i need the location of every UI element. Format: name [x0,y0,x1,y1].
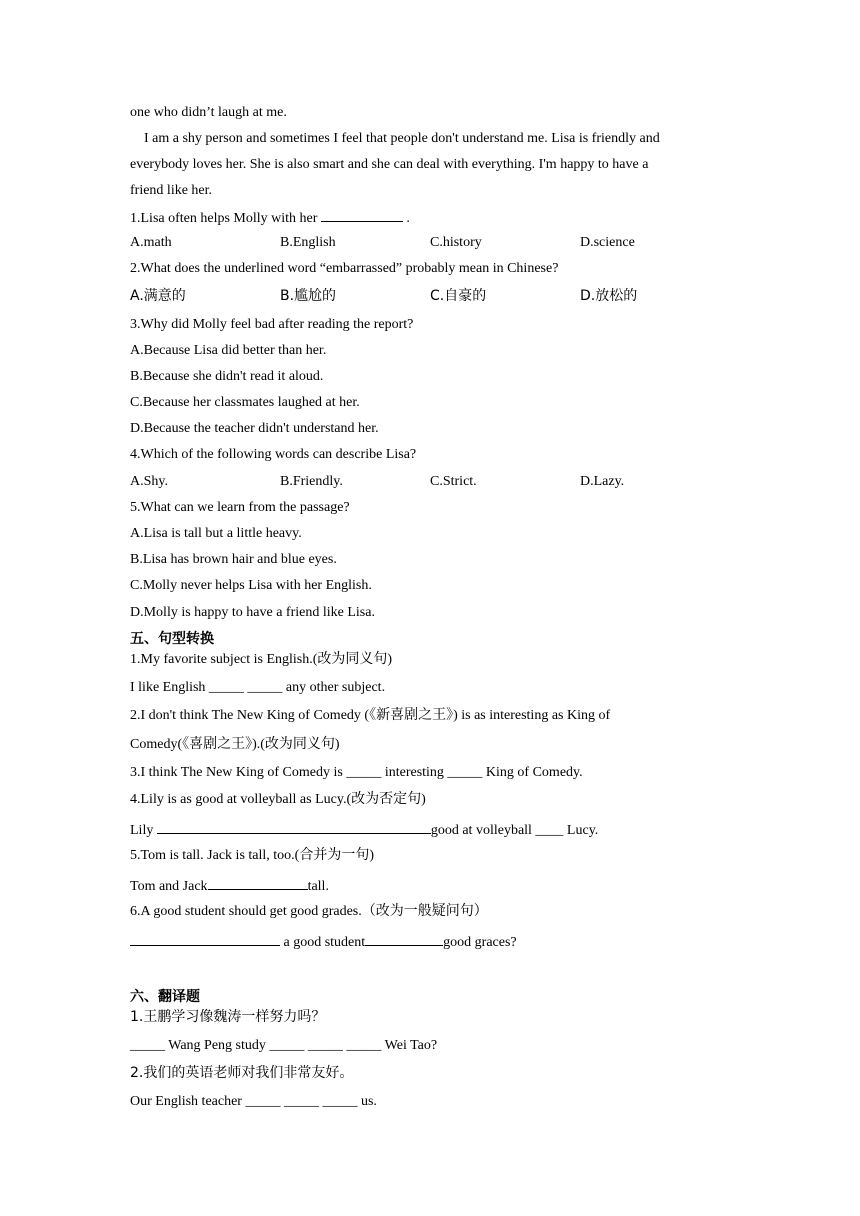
answer-blank [130,931,280,946]
option-d: D.放松的 [580,288,638,304]
question-3: 3.Why did Molly feel bad after reading the report? [130,317,414,332]
option-b: B.Lisa has brown hair and blue eyes. [130,552,337,567]
answer-blank [321,207,403,222]
passage-line: one who didn’t laugh at me. [130,105,287,120]
passage-line: friend like her. [130,183,213,198]
question-2: 2.What does the underlined word “embarrassed” probably mean in Chinese? [130,261,559,276]
exercise-prompt: 1.My favorite subject is English.(改为同义句) [130,652,393,667]
exercise-prompt: 2.我们的英语老师对我们非常友好。 [130,1065,354,1081]
exercise-prompt-cont: Comedy(《喜剧之王》).(改为同义句) [130,737,340,752]
option-a: A.math [130,235,172,250]
exercise-answer-line: Our English teacher _____ _____ _____ us. [130,1094,377,1109]
option-d: D.Because the teacher didn't understand her. [130,421,379,436]
option-d: D.Lazy. [580,474,625,489]
answer-text: tall. [307,879,329,894]
option-d: D.science [580,235,635,250]
option-c: C.自豪的 [430,288,487,304]
option-b: B.Friendly. [280,474,343,489]
answer-blank [157,819,431,834]
exercise-prompt: 6.A good student should get good grades.（改为一般疑问句） [130,904,488,919]
option-d: D.Molly is happy to have a friend like Lisa. [130,605,375,620]
exercise-prompt: 4.Lily is as good at volleyball as Lucy.(改为否定句) [130,792,426,807]
answer-text: good at volleyball ____ Lucy. [430,823,599,838]
answer-text: Tom and Jack [130,879,208,894]
section-title: 五、句型转换 [130,631,214,647]
question-1 [130,207,410,227]
exercise-answer-line [130,819,598,839]
question-stem: 1.Lisa often helps Molly with her [130,211,321,226]
answer-blank [208,875,308,890]
passage-line: everybody loves her. She is also smart and she can deal with everything. I'm happy to have a [130,157,649,172]
option-b: B.English [280,235,336,250]
option-b: B.Because she didn't read it aloud. [130,369,324,384]
question-5: 5.What can we learn from the passage? [130,500,350,515]
exercise-answer-line: 3.I think The New King of Comedy is _____ interesting _____ King of Comedy. [130,765,583,780]
exercise-answer-line [130,875,329,895]
exercise-prompt: 1.王鹏学习像魏涛一样努力吗？ [130,1009,326,1025]
option-a: A.满意的 [130,288,186,304]
answer-text: a good student [280,935,366,950]
passage-line: I am a shy person and sometimes I feel that people don't understand me. Lisa is friendly and [144,131,660,146]
question-stem-end: . [402,211,410,226]
exercise-answer-line [130,931,517,951]
answer-blank [365,931,443,946]
exercise-answer-line: _____ Wang Peng study _____ _____ _____ Wei Tao? [130,1038,438,1053]
answer-text: Lily [130,823,157,838]
option-c: C.Because her classmates laughed at her. [130,395,360,410]
option-c: C.Molly never helps Lisa with her English. [130,578,372,593]
option-a: A.Lisa is tall but a little heavy. [130,526,302,541]
option-a: A.Because Lisa did better than her. [130,343,327,358]
option-a: A.Shy. [130,474,168,489]
exercise-answer-line: I like English _____ _____ any other subject. [130,680,386,695]
question-4: 4.Which of the following words can describe Lisa? [130,447,417,462]
answer-text: good graces? [443,935,517,950]
section-title: 六、翻译题 [130,989,200,1005]
option-c: C.Strict. [430,474,477,489]
option-c: C.history [430,235,482,250]
exercise-prompt: 5.Tom is tall. Jack is tall, too.(合并为一句) [130,848,374,863]
exercise-prompt: 2.I don't think The New King of Comedy (《新喜剧之王》) is as interesting as King of [130,708,611,723]
option-b: B.尴尬的 [280,288,337,304]
